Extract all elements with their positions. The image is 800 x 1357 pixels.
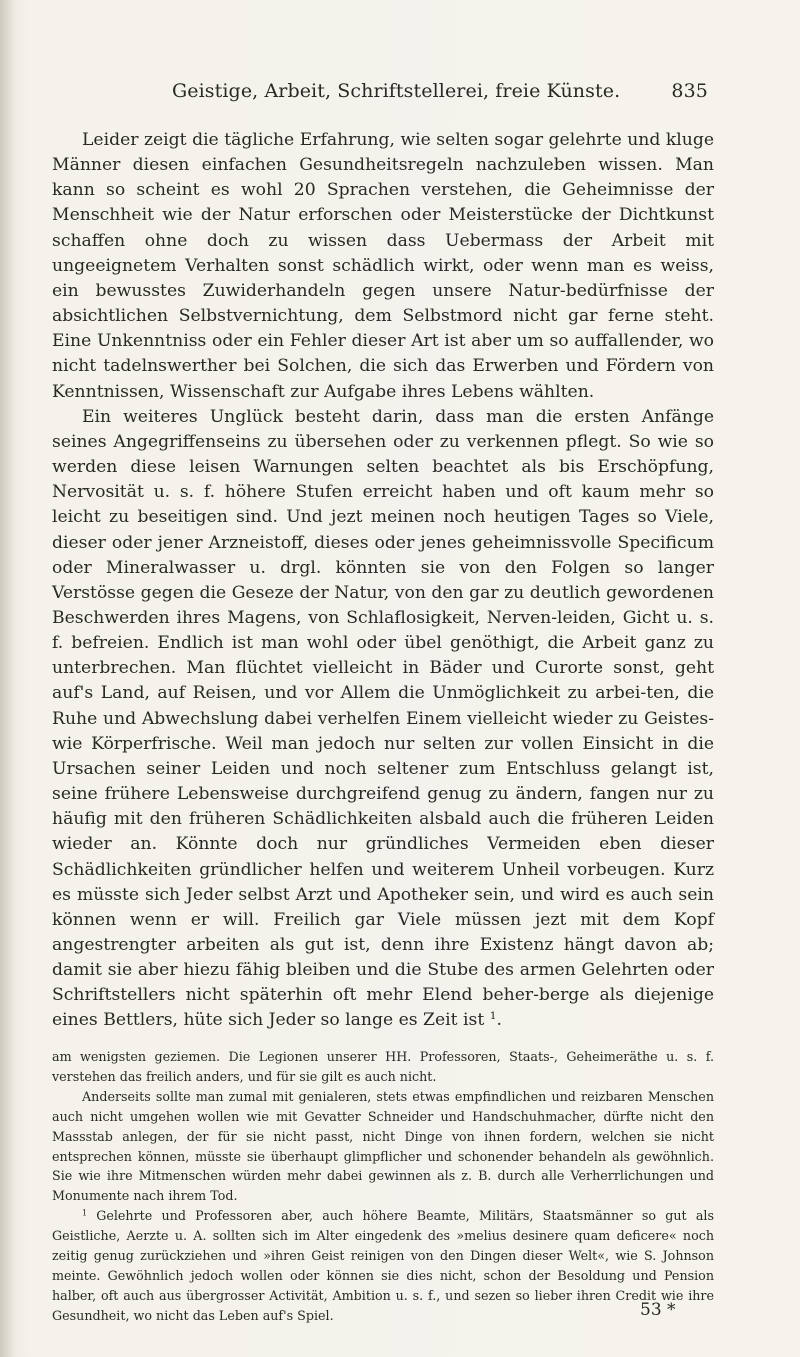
footnote-1-text: Gelehrte und Professoren aber, auch höhere Beamte, Militärs, Staatsmänner so gut als Geistliche, Aerzte u. A. sollten sich im Alter eingedenk des »melius desinere quam deficere« noch zeitig genug zurückziehen und »ihren Geist reinigen von den Dingen dieser Welt«, wie S. Johnson meinte. Gewöhnlich jedoch wollen oder können sie dies nicht, schon der Besoldung und Pension halber, oft auch aus übergrosser Activität, Ambition u. s. f., und sezen so lieber ihren Credit wie ihre Gesundheit, wo nicht das Leben auf's Spiel. xyxy=(52,1208,714,1323)
signature-mark: 53 * xyxy=(640,1300,676,1320)
paragraph-2 xyxy=(52,405,714,1034)
paragraph-1: Leider zeigt die tägliche Erfahrung, wie selten sogar gelehrte und kluge Männer diesen einfachen Gesundheitsregeln nachzuleben wissen. Man kann so scheint es wohl 20 Sprachen verstehen, die Geheimnisse der Menschheit wie der Natur erforschen oder Meisterstücke der Dichtkunst schaffen ohne doch zu wissen dass Uebermass der Arbeit mit ungeeignetem Verhalten sonst schädlich wirkt, oder wenn man es weiss, ein bewusstes Zuwiderhandeln gegen unsere Natur-bedürfnisse der absichtlichen Selbstvernichtung, dem Selbstmord nicht gar ferne steht. Eine Unkenntniss oder ein Fehler dieser Art ist aber um so auffallender, wo nicht tadelnswerther bei Solchen, die sich das Erwerben und Fördern von Kenntnissen, Wissenschaft zur Aufgabe ihres Lebens wählten. xyxy=(52,130,714,402)
page-number: 835 xyxy=(671,80,708,102)
paragraph-2-end: . xyxy=(496,1010,502,1031)
footnote-reference: 1 xyxy=(489,1009,497,1023)
running-head xyxy=(172,80,708,110)
footnote-continuation-paragraph: Anderseits sollte man zumal mit genialeren, stets etwas empfindlichen und reizbaren Menschen auch nicht umgehen wollen wie mit Gevatter Schneider und Handschuhmacher, dürfte nicht den Massstab anlegen, der für sie nicht passt, nicht Dinge von ihnen fordern, welchen sie nicht entsprechen können, müsste sie überhaupt glimpflicher und schonender behandeln als gewöhnlich. Sie wie ihre Mitmenschen würden mehr dabei gewinnen als z. B. durch alle Verherrlichungen und Monumente nach ihrem Tod. xyxy=(52,1088,714,1204)
main-text xyxy=(52,128,714,1034)
footnote-1 xyxy=(52,1206,714,1325)
paragraph-2-text: Ein weiteres Unglück besteht darin, dass man die ersten Anfänge seines Angegriffenseins zu übersehen oder zu verkennen pflegt. So wie so werden diese leisen Warnungen selten beachtet als bis Erschöpfung, Nervosität u. s. f. höhere Stufen erreicht haben und oft kaum mehr so leicht zu beseitigen sind. Und jezt meinen noch heutigen Tages so Viele, dieser oder jener Arzneistoff, dieses oder jenes geheimnissvolle Specificum oder Mineralwasser u. drgl. könnten sie von den Folgen so langer Verstösse gegen die Geseze der Natur, von den gar zu deutlich gewordenen Beschwerden ihres Magens, von Schlaflosigkeit, Nerven-leiden, Gicht u. s. f. befreien. Endlich ist man wohl oder übel genöthigt, die Arbeit ganz zu unterbrechen. Man flüchtet vielleicht in Bäder und Curorte sonst, geht auf's Land, auf Reisen, und vor Allem die Unmöglichkeit zu arbei-ten, die Ruhe und Abwechslung dabei verhelfen Einem vielleicht wieder zu Geistes- wie Körperfrische. Weil man jedoch nur selten zur vollen Einsicht in die Ursachen seiner Leiden und noch seltener zum Entschluss gelangt ist, seine frühere Lebensweise durchgreifend genug zu ändern, fangen nur zu häufig mit den früheren Schädlichkeiten alsbald auch die früheren Leiden wieder an. Könnte doch nur gründliches Vermeiden eben dieser Schädlichkeiten gründlicher helfen und weiterem Unheil vorbeugen. Kurz es müsste sich Jeder selbst Arzt und Apotheker sein, und wird es auch sein können wenn er will. Freilich gar Viele müssen jezt mit dem Kopf angestrengter arbeiten als gut ist, denn ihre Existenz hängt davon ab; damit sie aber hiezu fähig bleiben und die Stube des armen Gelehrten oder Schriftstellers nicht späterhin oft mehr Elend beher-berge als diejenige eines Bettlers, hüte sich Jeder so lange es Zeit ist xyxy=(52,406,714,1031)
footnote-marker: 1 xyxy=(82,1208,88,1218)
footnotes xyxy=(52,1047,714,1326)
footnote-continuation: am wenigsten geziemen. Die Legionen unserer HH. Professoren, Staats-, Geheimeräthe u. s. f. verstehen das freilich anders, und für sie gilt es auch nicht. xyxy=(52,1049,714,1084)
running-head-title: Geistige, Arbeit, Schriftstellerei, freie Künste. xyxy=(172,80,621,102)
page-binding-shadow xyxy=(0,0,14,1357)
